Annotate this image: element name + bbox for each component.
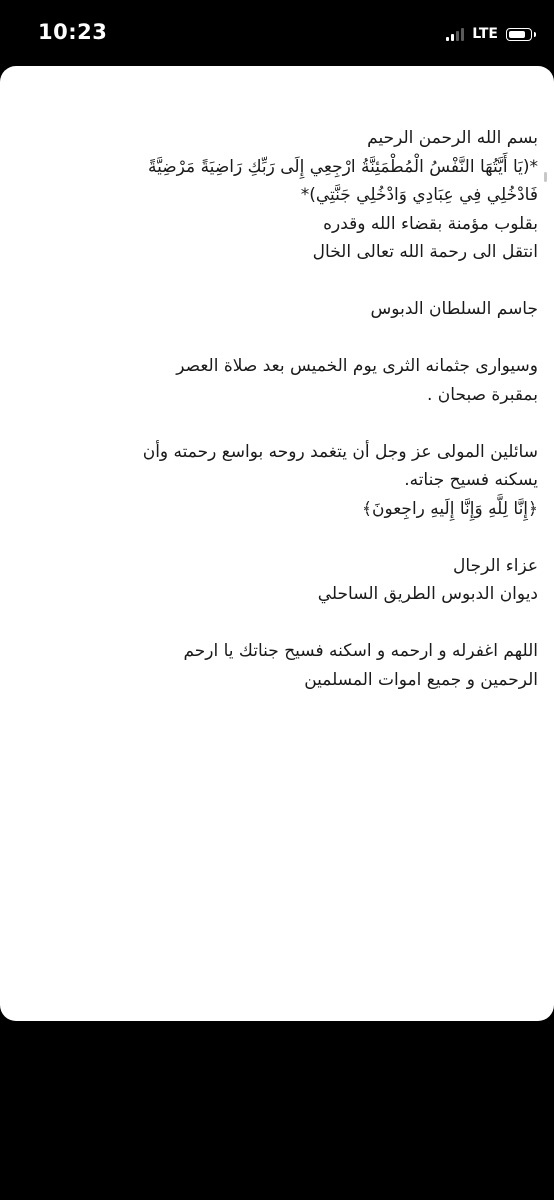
message-block-name [18,295,538,324]
status-bar [0,0,554,66]
battery-icon [506,28,532,41]
message-line: انتقل الى رحمة الله تعالى الخال [312,242,538,262]
message-block-condolences [18,552,538,609]
scroll-indicator[interactable] [544,172,547,182]
message-block-burial [18,352,538,409]
message-body[interactable] [18,124,538,694]
message-line: بقلوب مؤمنة بقضاء الله وقدره [323,213,538,234]
message-line: ديوان الدبوس الطريق الساحلي [317,584,538,604]
message-block-dua [18,637,538,694]
message-line: سائلين المولى عز وجل أن يتغمد روحه بواسع رحمته وأن [142,441,538,462]
status-indicators [446,24,532,44]
message-line: جاسم السلطان الدبوس [370,299,538,319]
message-block-prayer [18,438,538,524]
message-line: بسم الله الرحمن الرحيم [367,128,538,148]
message-line: وسيوارى جثمانه الثرى يوم الخميس بعد صلاة العصر [176,356,538,376]
message-line: عزاء الرجال [453,555,538,576]
bottom-area [0,1021,554,1200]
message-line: *(يَا أَيَّتُهَا النَّفْسُ الْمُطْمَئِنَّةُ ارْجِعِي إِلَى رَبِّكِ رَاضِيَةً مَرْضِيَّةً [148,156,538,177]
message-line: فَادْخُلِي فِي عِبَادِي وَادْخُلِي جَنَّتِي)* [300,185,538,205]
message-line: الرحمين و جميع اموات المسلمين [304,669,538,690]
message-line: يسكنه فسيح جناته. [404,470,538,490]
network-type: LTE [472,26,498,42]
battery-fill [509,31,525,38]
message-block-intro [18,124,538,267]
battery-nub [534,32,537,37]
signal-icon [446,27,464,41]
message-line: بمقبرة صبحان . [427,384,538,405]
message-line: اللهم اغفرله و ارحمه و اسكنه فسيح جناتك يا ارحم [183,641,538,661]
status-time: 10:23 [38,20,108,44]
message-line: ﴿إِنَّا لِلَّهِ وَإِنَّا إِلَيهِ راجِعونَ﴾ [362,498,538,519]
